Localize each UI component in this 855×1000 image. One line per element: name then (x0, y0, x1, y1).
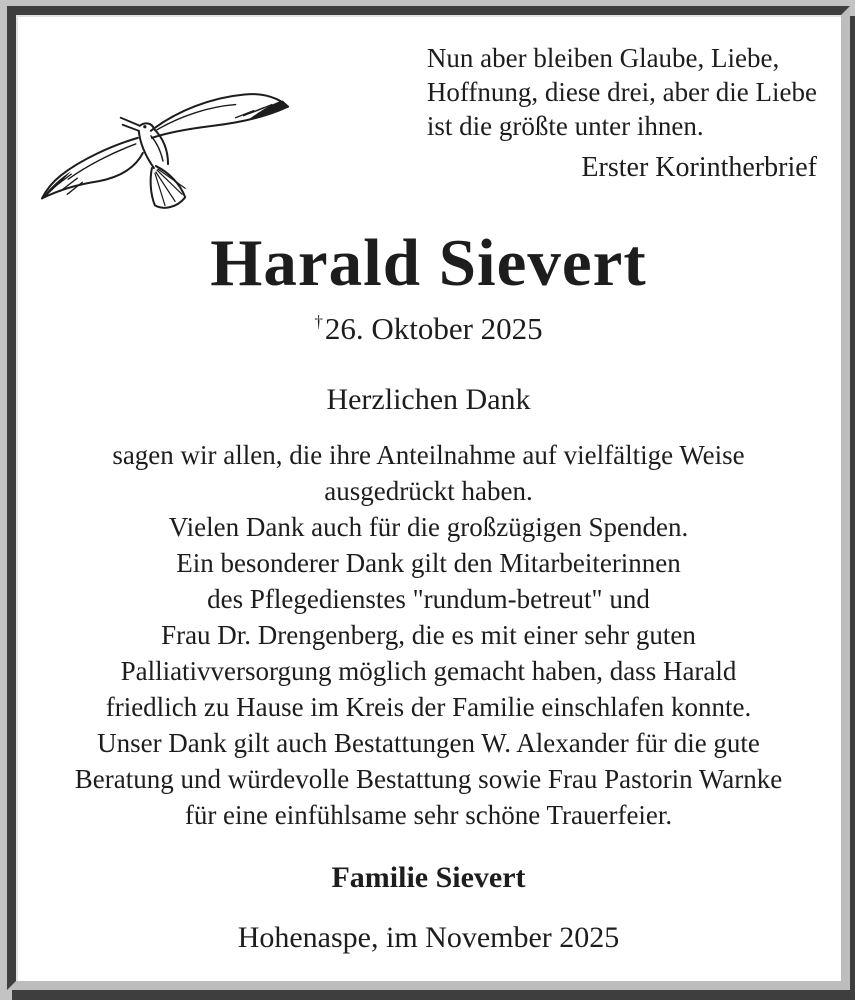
body-text-line: Vielen Dank auch für die großzügigen Spenden. (168, 511, 689, 542)
body-text-line: des Pflegedienstes "rundum-betreut" und (207, 583, 650, 614)
quote-line: Nun aber bleiben Glaube, Liebe, (426, 43, 780, 73)
quote-line: ist die größte unter ihnen. (426, 111, 704, 141)
death-date-line (16, 311, 841, 347)
body-text-line: sagen wir allen, die ihre Anteilnahme auf vielfältige Weise (112, 439, 745, 470)
quote-line: Hoffnung, diese drei, aber die Liebe (426, 77, 817, 107)
thanks-body (16, 437, 841, 833)
body-text-line: ausgedrückt haben. (324, 475, 533, 506)
body-text-line: Frau Dr. Drengenberg, die es mit einer sehr guten (161, 619, 696, 650)
header-zone (16, 15, 841, 227)
deceased-name: Harald Sievert (210, 226, 647, 300)
obituary-card (7, 6, 850, 990)
body-text-line: Beratung und würdevolle Bestattung sowie Frau Pastorin Warnke (74, 763, 783, 794)
quote-attribution: Erster Korintherbrief (581, 152, 817, 183)
seagull-icon (38, 79, 290, 231)
body-text-line: Unser Dank gilt auch Bestattungen W. Alexander für die gute (97, 727, 760, 758)
signature: Familie Sievert (331, 860, 526, 894)
body-text-line: Palliativversorgung möglich gemacht haben, dass Harald (120, 655, 737, 686)
body-text-line: Ein besonderer Dank gilt den Mitarbeiterinnen (176, 547, 681, 578)
place-date: Hohenaspe, im November 2025 (237, 920, 620, 954)
dagger-symbol: † (314, 312, 323, 332)
body-text-line: friedlich zu Hause im Kreis der Familie einschlafen konnte. (105, 691, 752, 722)
quote-block (427, 41, 817, 185)
body-text-line: für eine einfühlsame sehr schöne Trauerfeier. (184, 799, 673, 830)
death-date-text: 26. Oktober 2025 (324, 310, 543, 346)
thanks-heading: Herzlichen Dank (326, 382, 531, 416)
obituary-content (16, 15, 841, 981)
